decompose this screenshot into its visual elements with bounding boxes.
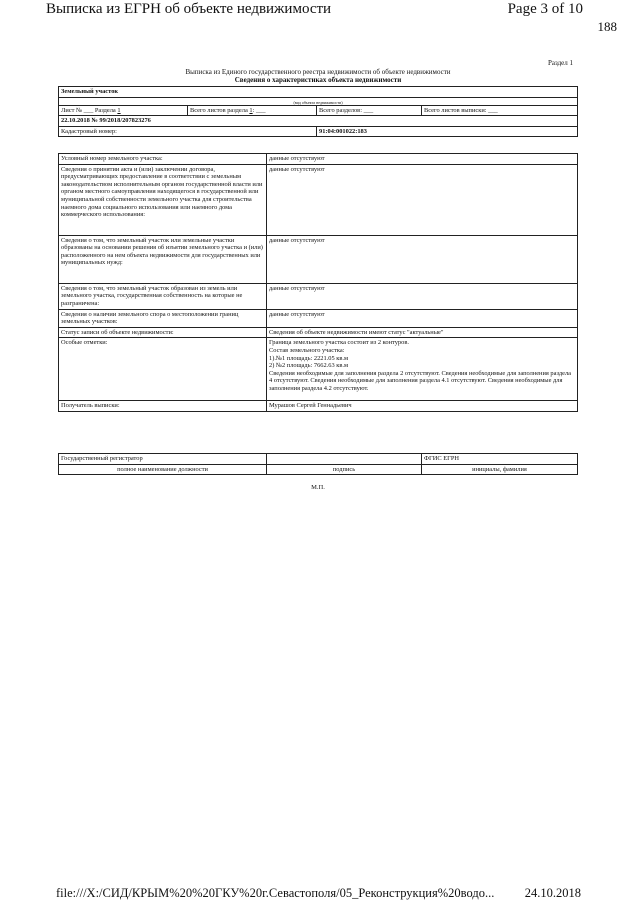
cadastral-label: Кадастровый номер: <box>59 126 317 137</box>
sheets-total: Всего листов выписки: ___ <box>422 105 578 116</box>
cadastral-value: 91:04:001022:183 <box>317 126 578 137</box>
stamp-place: М.П. <box>311 484 325 491</box>
table-row <box>59 235 578 283</box>
sheet-number: Лист № ___ Раздела <box>61 106 116 114</box>
sheets-in-section-cell <box>188 105 317 116</box>
row-value: данные отсутствуют <box>267 235 578 283</box>
document-title-line2: Сведения о характеристиках объекта недвижимости <box>234 76 402 84</box>
handwritten-page-number: 188 <box>597 19 617 34</box>
print-file-path: file:///X:/СИД/КРЫМ%20%20ГКУ%20г.Севастополя/05_Реконструкция%20водо... <box>56 886 495 900</box>
signature-blank <box>267 454 422 465</box>
page-indicator: Page 3 of 10 <box>507 1 583 17</box>
header-table <box>58 86 578 137</box>
row-label: Особые отметки: <box>59 338 267 401</box>
sheet-number-cell <box>59 105 188 116</box>
sections-total: Всего разделов: ___ <box>317 105 422 116</box>
row-value: данные отсутствуют <box>267 283 578 309</box>
browser-print-title: Выписка из ЕГРН об объекте недвижимости <box>46 1 332 17</box>
row-value: Сведения об объекте недвижимости имеют статус "актуальные" <box>267 327 578 338</box>
characteristics-table <box>58 153 578 412</box>
date-number: 22.10.2018 № 99/2018/207823276 <box>59 116 578 127</box>
row-value: данные отсутствуют <box>267 154 578 165</box>
table-row <box>59 164 578 235</box>
document-title-line1: Выписка из Единого государственного реестра недвижимости об объекте недвижимости <box>185 68 451 76</box>
table-row <box>59 309 578 327</box>
sheets-in-section-label: Всего листов раздела <box>190 106 248 114</box>
registrar-label: Государственный регистратор <box>59 454 267 465</box>
sheet-section: 1 <box>117 106 121 114</box>
row-label: Статус записи об объекте недвижимости: <box>59 327 267 338</box>
caption-name: инициалы, фамилия <box>422 464 578 475</box>
section-label: Раздел 1 <box>547 59 573 67</box>
row-value: Мурашов Сергей Геннадьевич <box>267 401 578 412</box>
row-label: Получатель выписки: <box>59 401 267 412</box>
table-row <box>59 327 578 338</box>
table-row <box>59 401 578 412</box>
object-type: Земельный участок <box>59 87 578 98</box>
signature-table <box>58 453 578 475</box>
table-row <box>59 338 578 401</box>
row-value: Граница земельного участка состоит из 2 контуров. Состав земельного участка: 1).№1 площадь: 2221.05 кв.м 2) №2 площадь: 7662.63 кв.м Сведения необходимые для заполнения раздела 2 отсутствуют. Сведения необходимые для заполнения раздела 4 отсутствуют. Сведения необходимые для заполнения раздела 4.1 отсутствуют. Сведения необходимые для заполнения раздела 4.2 отсутствуют. <box>267 338 578 401</box>
caption-position: полное наименование должности <box>59 464 267 475</box>
row-label: Условный номер земельного участка: <box>59 154 267 165</box>
document-title <box>58 68 578 84</box>
row-value: данные отсутствуют <box>267 309 578 327</box>
object-type-caption: (вид объекта недвижимости) <box>59 97 578 105</box>
row-label: Сведения о том, что земельный участок образован из земель или земельного участка, государственная собственность на которые не разграничена: <box>59 283 267 309</box>
row-label: Сведения о принятии акта и (или) заключении договора, предусматривающих предоставление в соответствии с земельным законодательством исполнительным органом государственной власти или органом местного самоуправления находящегося в государственной или муниципальной собственности земельного участка для строительства наемного дома социального использования или наемного дома коммерческого использования: <box>59 164 267 235</box>
print-date: 24.10.2018 <box>524 886 581 900</box>
table-row <box>59 283 578 309</box>
row-value: данные отсутствуют <box>267 164 578 235</box>
sheets-in-section: 1 <box>249 106 253 114</box>
table-row <box>59 154 578 165</box>
registrar-org: ФГИС ЕГРН <box>422 454 578 465</box>
row-label: Сведения о наличии земельного спора о местоположении границ земельных участков: <box>59 309 267 327</box>
sheets-in-section-suffix: : ___ <box>252 106 266 114</box>
row-label: Сведения о том, что земельный участок или земельные участки образованы на основании решения об изъятии земельного участка и (или) расположенного на нем объекта недвижимости для государственных или муниципальных нужд: <box>59 235 267 283</box>
caption-sign: подпись <box>267 464 422 475</box>
